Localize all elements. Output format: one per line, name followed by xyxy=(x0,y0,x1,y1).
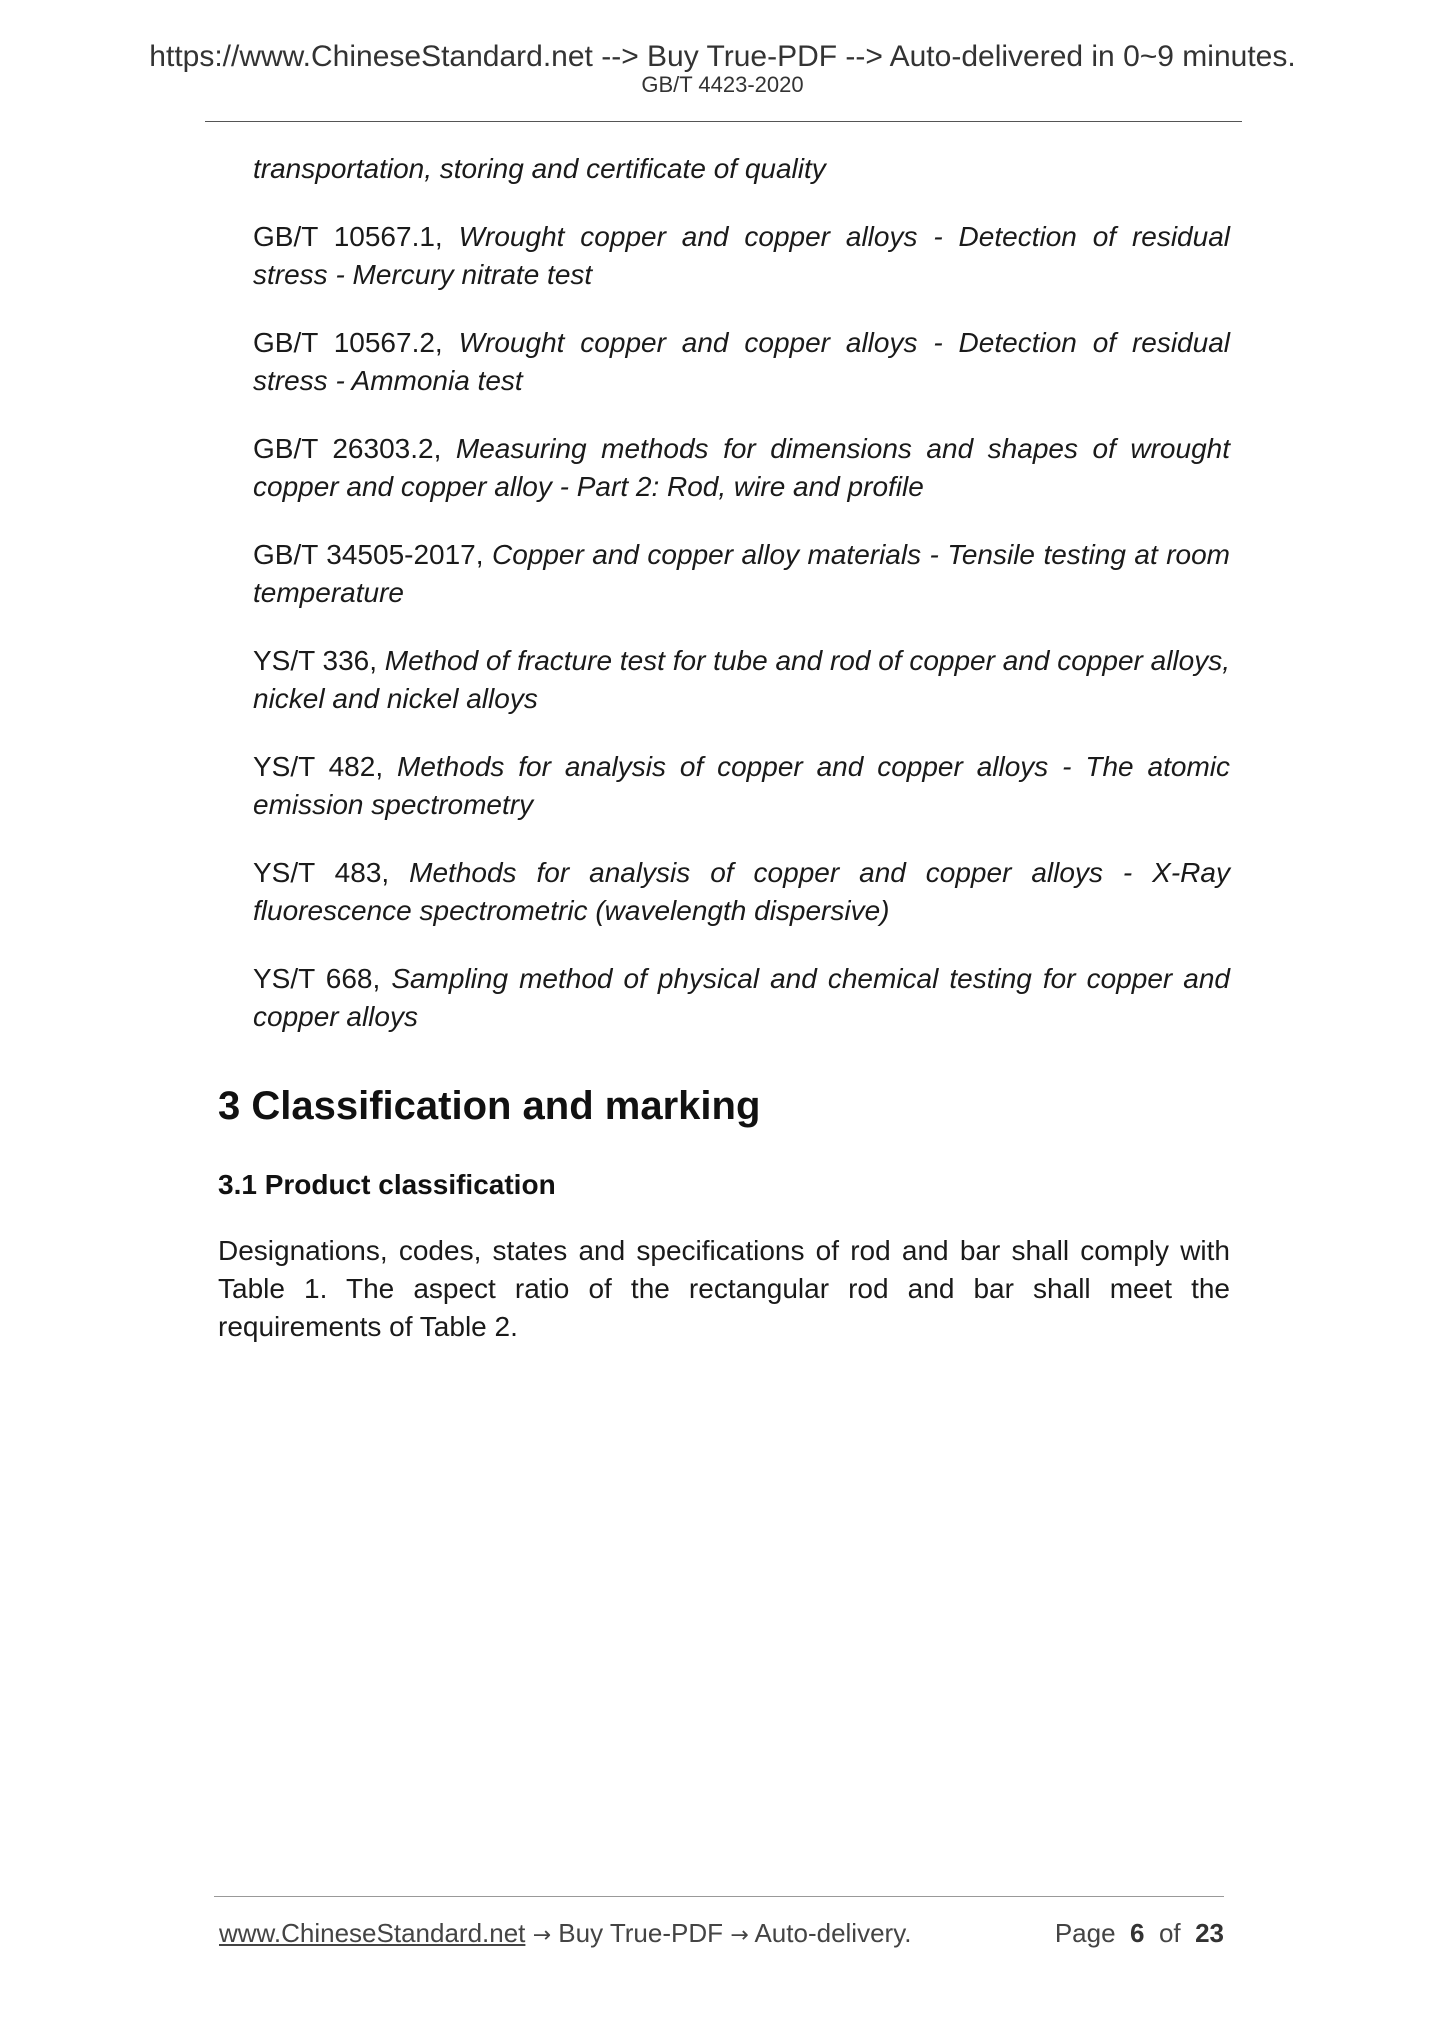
reference-code: GB/T 34505-2017, xyxy=(253,539,492,570)
body-paragraph: Designations, codes, states and specifications of rod and bar shall comply with Table 1. The aspect ratio of the rectangular rod and bar shall meet the requirements of Table 2. xyxy=(218,1235,1230,1342)
section-heading: 3 Classification and marking xyxy=(218,1084,761,1128)
header-divider xyxy=(205,121,1242,122)
reference-item xyxy=(253,642,1230,718)
page-body xyxy=(218,150,1230,1346)
reference-item xyxy=(253,536,1230,612)
document-code: GB/T 4423-2020 xyxy=(641,72,804,97)
reference-item xyxy=(253,218,1230,294)
page-total: 23 xyxy=(1195,1918,1224,1948)
reference-title: Copper and copper alloy materials - Tensile testing at room temperature xyxy=(253,539,1230,608)
reference-title: Method of fracture test for tube and rod of copper and copper alloys, nickel and nickel alloys xyxy=(253,645,1230,714)
reference-title: Wrought copper and copper alloys - Detection of residual stress - Mercury nitrate test xyxy=(253,221,1230,290)
reference-item xyxy=(253,748,1230,824)
of-label: of xyxy=(1158,1918,1181,1948)
reference-code: GB/T 10567.2, xyxy=(253,327,459,358)
reference-code: YS/T 482, xyxy=(253,751,397,782)
subsection-heading: 3.1 Product classification xyxy=(218,1169,556,1200)
page-indicator xyxy=(1055,1918,1224,1948)
arrow-right-icon: → xyxy=(730,1923,749,1948)
page-footer xyxy=(219,1918,1224,1951)
reference-code: YS/T 336, xyxy=(253,645,385,676)
reference-code: GB/T 10567.1, xyxy=(253,221,459,252)
reference-code: YS/T 483, xyxy=(253,857,410,888)
arrow-right-icon: → xyxy=(532,1923,552,1948)
reference-item xyxy=(253,324,1230,400)
footer-site-link[interactable]: www.ChineseStandard.net xyxy=(219,1918,526,1948)
reference-title: Methods for analysis of copper and copper alloys - X-Ray fluorescence spectrometric (wavelength dispersive) xyxy=(253,857,1230,926)
page-number: 6 xyxy=(1130,1918,1145,1948)
reference-title: Measuring methods for dimensions and shapes of wrought copper and copper alloy - Part 2: Rod, wire and profile xyxy=(253,433,1230,502)
reference-code: GB/T 26303.2, xyxy=(253,433,456,464)
normative-references-list xyxy=(218,150,1230,1036)
source-banner: https://www.ChineseStandard.net --> Buy True-PDF --> Auto-delivered in 0~9 minutes. xyxy=(149,40,1296,73)
reference-continued-line xyxy=(253,150,1230,188)
reference-code: YS/T 668, xyxy=(253,963,392,994)
footer-divider xyxy=(214,1896,1224,1897)
footer-buy-text: Buy True-PDF xyxy=(551,1918,731,1948)
reference-title: transportation, storing and certificate of quality xyxy=(253,153,826,184)
reference-title: Wrought copper and copper alloys - Detection of residual stress - Ammonia test xyxy=(253,327,1230,396)
page-label: Page xyxy=(1054,1918,1116,1948)
reference-item xyxy=(253,960,1230,1036)
reference-item xyxy=(253,430,1230,506)
reference-title: Sampling method of physical and chemical testing for copper and copper alloys xyxy=(253,963,1230,1032)
reference-title: Methods for analysis of copper and copper alloys - The atomic emission spectrometry xyxy=(253,751,1230,820)
reference-item xyxy=(253,854,1230,930)
footer-delivery-text: Auto-delivery. xyxy=(748,1918,912,1948)
